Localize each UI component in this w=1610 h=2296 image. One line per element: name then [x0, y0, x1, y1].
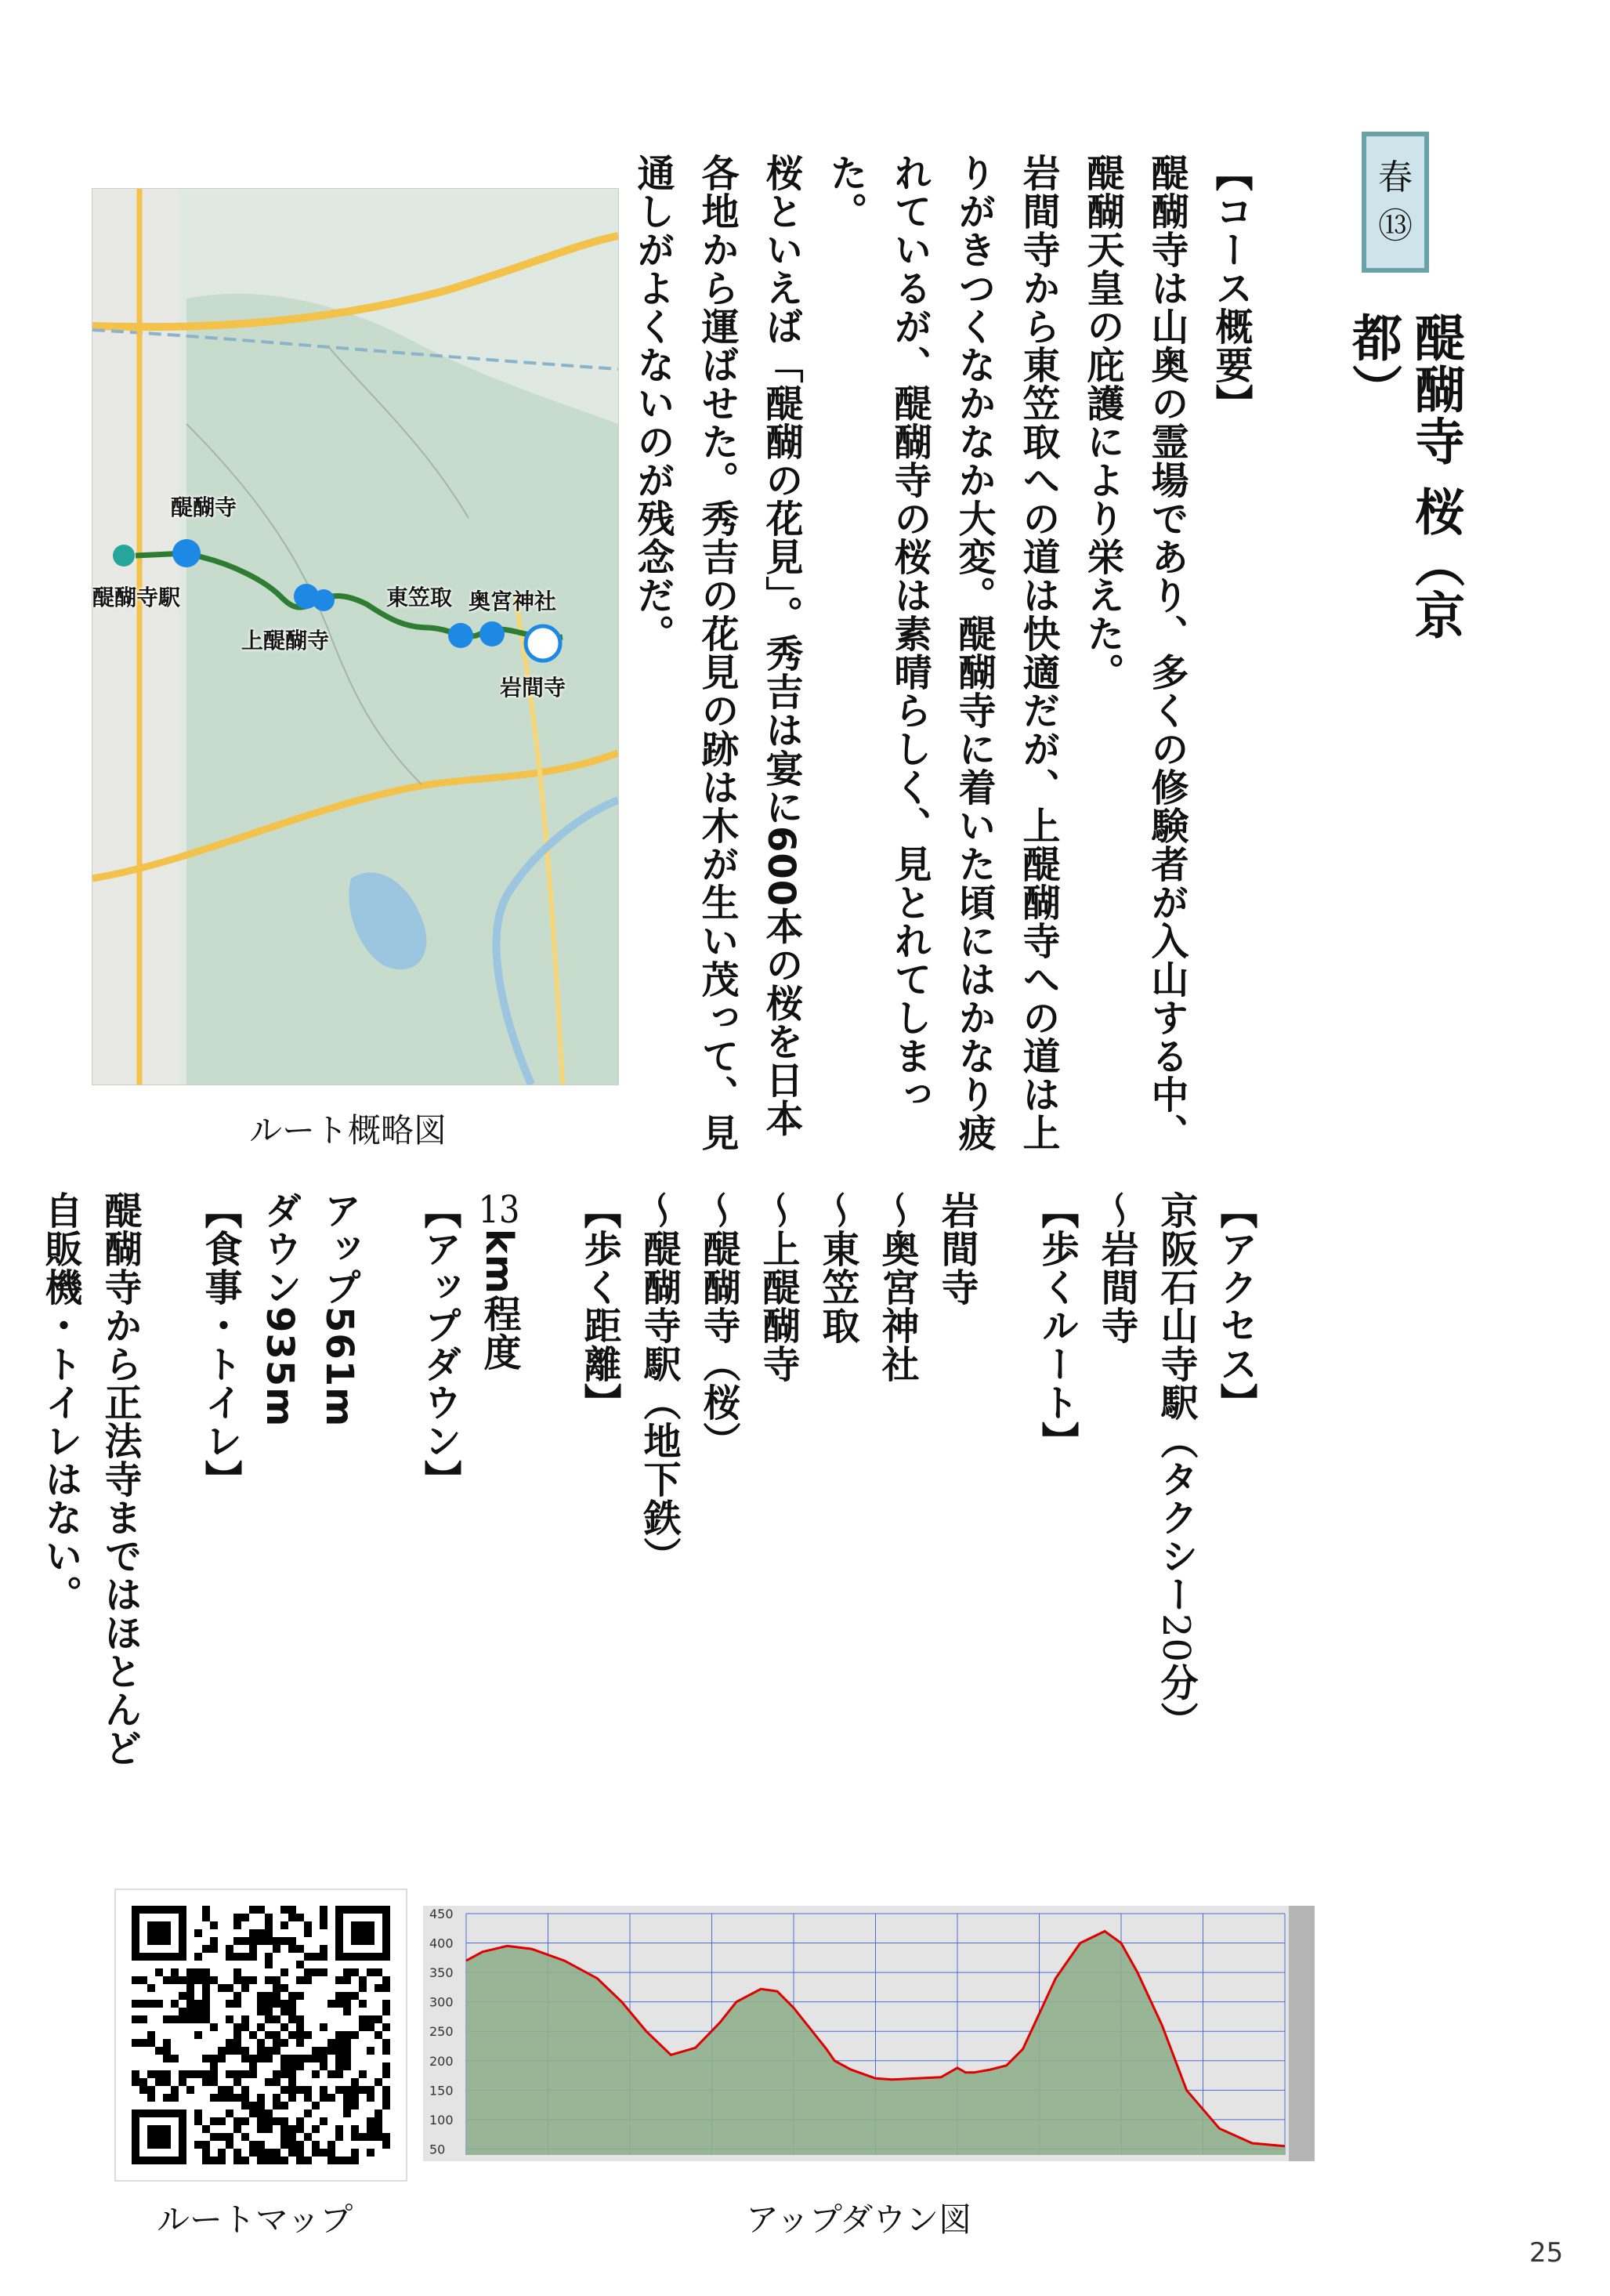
route-item: ～東笠取 — [816, 1191, 859, 1345]
route-item: ～醍醐寺（桜） — [696, 1191, 740, 1460]
map-label-kami-daigoji: 上醍醐寺 — [241, 628, 330, 654]
y-tick-label: 150 — [429, 2083, 454, 2099]
map-label-daigoji: 醍醐寺 — [171, 494, 237, 520]
qr-code-image — [116, 1890, 406, 2180]
badge-number: ⑬ — [1378, 206, 1413, 246]
y-tick-label: 200 — [429, 2053, 454, 2069]
y-tick-label: 100 — [429, 2112, 454, 2128]
updown-heading: 【アップダウン】 — [418, 1191, 461, 1498]
distance-value: 13km程度 — [477, 1191, 521, 1371]
route-item: ～上醍醐寺 — [756, 1191, 800, 1383]
overview-heading: 【コース概要】 — [1209, 154, 1253, 422]
y-tick-label: 350 — [429, 1965, 454, 1981]
route-item: ～奥宮神社 — [875, 1191, 919, 1383]
distance-heading: 【歩く距離】 — [577, 1191, 621, 1421]
overview-paragraph-3: 桜といえば「醍醐の花見」。秀吉は宴に600本の桜を日本各地から運ばせた。秀吉の花見の跡は木が生い茂って、見通しがよくないのが残念だ。 — [631, 154, 803, 1152]
elevation-profile-chart — [423, 1906, 1315, 2161]
y-tick-label: 450 — [429, 1907, 454, 1921]
route-map-image — [92, 188, 619, 1085]
y-tick-label: 400 — [429, 1936, 454, 1951]
season-badge — [1362, 132, 1429, 273]
food-heading: 【食事・トイレ】 — [198, 1191, 242, 1498]
route-item: ～醍醐寺駅（地下鉄） — [637, 1191, 681, 1575]
qr-caption: ルートマップ — [157, 2200, 353, 2239]
route-item: 岩間寺 — [935, 1191, 979, 1306]
map-label-higashi-kasatori: 東笠取 — [386, 585, 453, 610]
map-caption: ルート概略図 — [249, 1111, 447, 1150]
access-line-2: ～岩間寺 — [1094, 1191, 1138, 1345]
profile-caption: アップダウン図 — [746, 2200, 972, 2239]
updown-up: アップ561m — [317, 1191, 361, 1428]
page-title: 醍醐寺 桜（京都） — [1344, 312, 1464, 642]
y-tick-label: 300 — [429, 1994, 454, 2010]
qr-code[interactable] — [114, 1889, 407, 2182]
map-label-daigoji-station: 醍醐寺駅 — [92, 585, 181, 610]
map-label-okumiya: 奥宮神社 — [469, 588, 557, 614]
updown-down: ダウン935m — [258, 1191, 302, 1428]
map-label-iwamaji: 岩間寺 — [500, 675, 566, 701]
chart-scrollbar[interactable] — [1289, 1906, 1315, 2161]
access-minutes: 20 — [1154, 1613, 1198, 1664]
route-heading: 【歩くルート】 — [1035, 1191, 1079, 1460]
overview-paragraph-2: 岩間寺から東笠取への道は快適だが、上醍醐寺への道は上りがきつくなかなか大変。醍醐寺に着いた頃にはかなり疲れているが、醍醐寺の桜は素晴らしく、見とれてしまった。 — [823, 154, 1060, 1152]
y-tick-label: 50 — [429, 2142, 446, 2157]
access-line-1: 京阪石山寺駅（タクシー20分） — [1154, 1191, 1198, 1740]
overview-paragraph-1: 醍醐寺は山奥の霊場であり、多くの修験者が入山する中、醍醐天皇の庇護により栄えた。 — [1080, 154, 1189, 1152]
map-background — [92, 189, 618, 1085]
page-number: 25 — [1529, 2237, 1564, 2269]
food-line-2: 自販機・トイレはない。 — [38, 1191, 82, 1613]
course-overview — [620, 154, 1263, 1172]
y-tick-label: 250 — [429, 2024, 454, 2040]
course-info — [31, 1191, 1265, 1881]
access-heading: 【アクセス】 — [1214, 1191, 1257, 1421]
food-line-1: 醍醐寺から正法寺まではほとんど — [98, 1191, 142, 1767]
badge-season: 春 — [1378, 158, 1413, 197]
